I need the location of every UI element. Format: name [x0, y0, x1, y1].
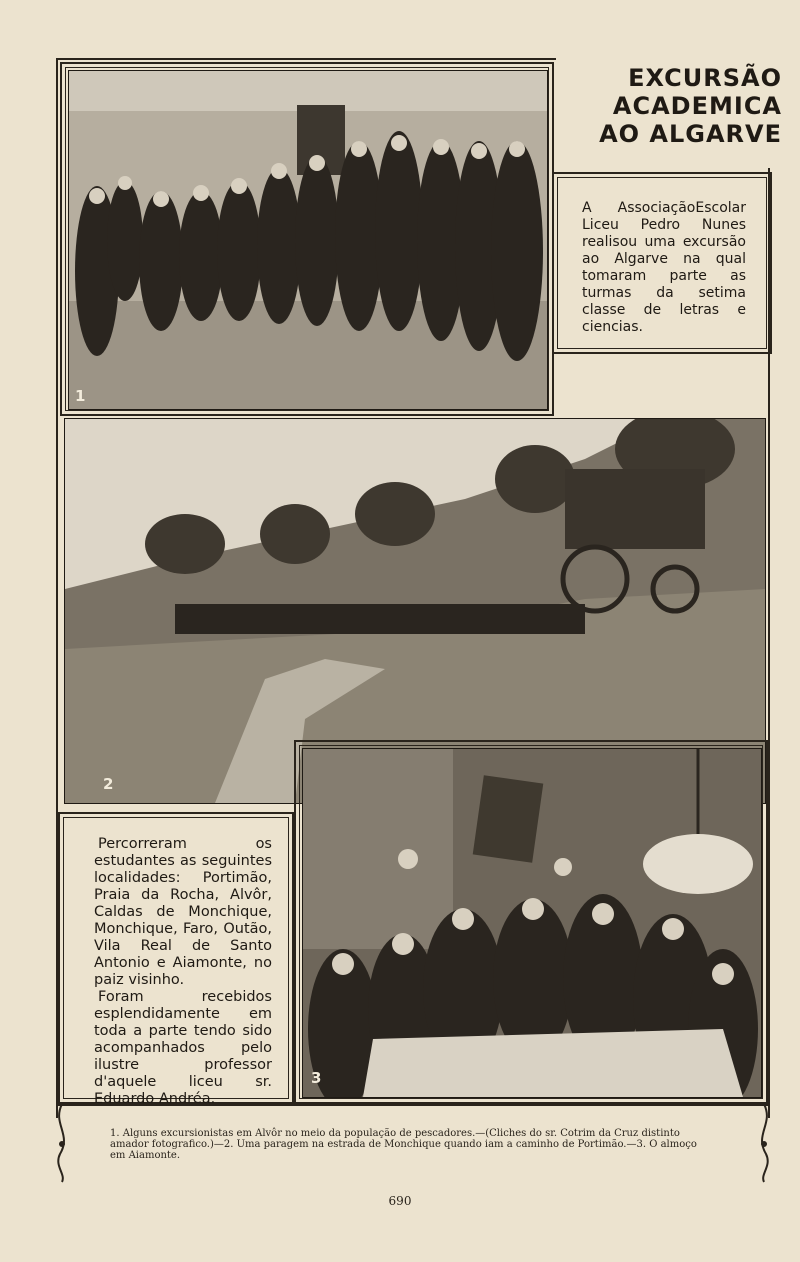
body-paragraph-1: Percorreram os estudantes as seguintes localidades: Portimão, Praia da Rocha, Alvôr, Caldas de Monchique, Monchique, Faro, Outão, Vila Real de Santo Antonio e Aiamonte, no paiz visinho. [94, 836, 272, 988]
photo-3-lunch [302, 748, 762, 1098]
photo-3-illustration [303, 749, 761, 1097]
intro-text: A AssociaçãoEscolar Liceu Pedro Nunes realisou uma excursão ao Algarve na qual tomaram parte as turmas da setima classe de letras e ciencias. [582, 200, 746, 335]
photo-1-fishermen-group [68, 70, 548, 410]
photo-caption: 1. Alguns excursionistas em Alvôr no meio da população de pescadores.—(Cliches do sr. Cotrim da Cruz distinto amador fotografico.)—2. Uma paragem na estrada de Monchique quando iam a caminho de Portimão.—3. O almoço em Aiamonte. [110, 1128, 697, 1161]
page-number: 690 [388, 1194, 412, 1208]
body-paragraph-2: Foram recebidos esplendidamente em toda a parte tendo sido acompanhados pelo ilustre professor d'aquele liceu sr. Eduardo Andréa. [94, 989, 272, 1107]
photo-3-number: 3 [311, 1069, 322, 1087]
headline-line-2: ACADEMICA [612, 92, 782, 120]
headline-line-3: AO ALGARVE [599, 120, 782, 148]
photo-2-number: 2 [103, 775, 114, 793]
body-text [94, 836, 272, 1108]
right-ornament-icon [752, 1104, 776, 1184]
photo-1-number: 1 [75, 387, 86, 405]
left-ornament-icon [50, 1104, 74, 1184]
headline-line-1: EXCURSÃO [628, 64, 782, 92]
photo-1-illustration [69, 71, 547, 409]
article-headline [560, 64, 782, 148]
page-frame-top-rule [56, 58, 556, 60]
